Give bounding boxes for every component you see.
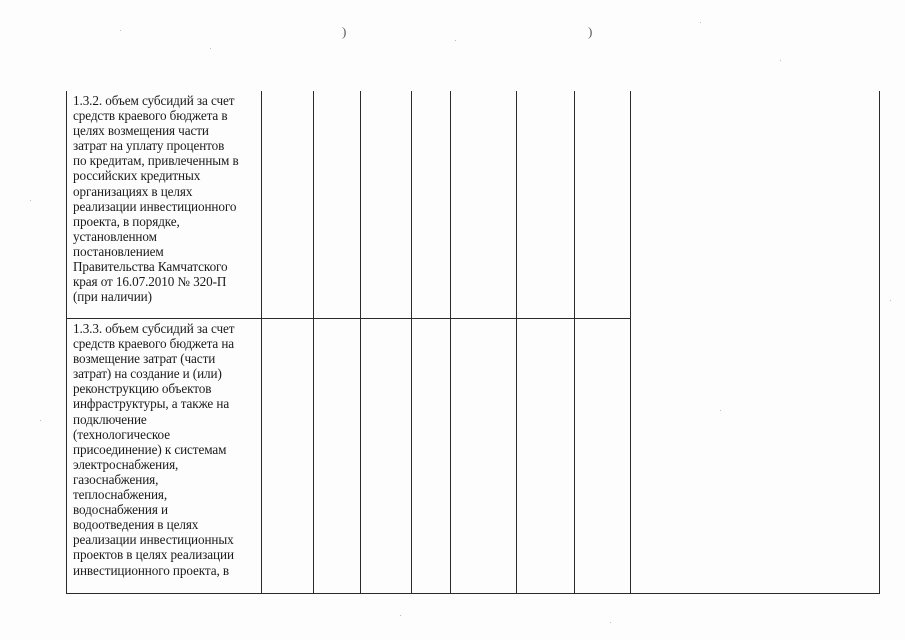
column-divider-6	[516, 91, 517, 594]
column-divider-3	[360, 91, 361, 594]
table-border-right	[879, 91, 880, 594]
header-bracket-left: )	[342, 24, 347, 39]
row-divider	[66, 318, 630, 319]
table-border-left	[66, 91, 67, 594]
column-divider-5	[450, 91, 451, 594]
table-row-1-label: 1.3.2. объем субсидий за счет средств краевого бюджета в целях возмещения части затрат на уплату процентов по кредитам, привлеченным в российских кредитных организациях в целях реализации инвестиционного проекта, в порядке, установленном постановлением Правительства Камчатского края от 16.07.2010 № 320-П (при наличии)	[73, 93, 239, 305]
header-bracket-right: )	[588, 24, 593, 39]
column-divider-7	[574, 91, 575, 594]
column-divider-8	[630, 91, 631, 594]
column-divider-4	[411, 91, 412, 594]
table-border-bottom	[66, 593, 880, 594]
column-divider-1	[261, 91, 262, 594]
table-row-2-label: 1.3.3. объем субсидий за счет средств краевого бюджета на возмещение затрат (части затрат) на создание и (или) реконструкцию объектов инфраструктуры, а также на подключение (технологическое присоединение) к системам электроснабжения, газоснабжения, теплоснабжения, водоснабжения и водоотведения в целях реализации инвестиционных проектов в целях реализации инвестиционного проекта, в	[73, 321, 235, 578]
column-divider-2	[313, 91, 314, 594]
